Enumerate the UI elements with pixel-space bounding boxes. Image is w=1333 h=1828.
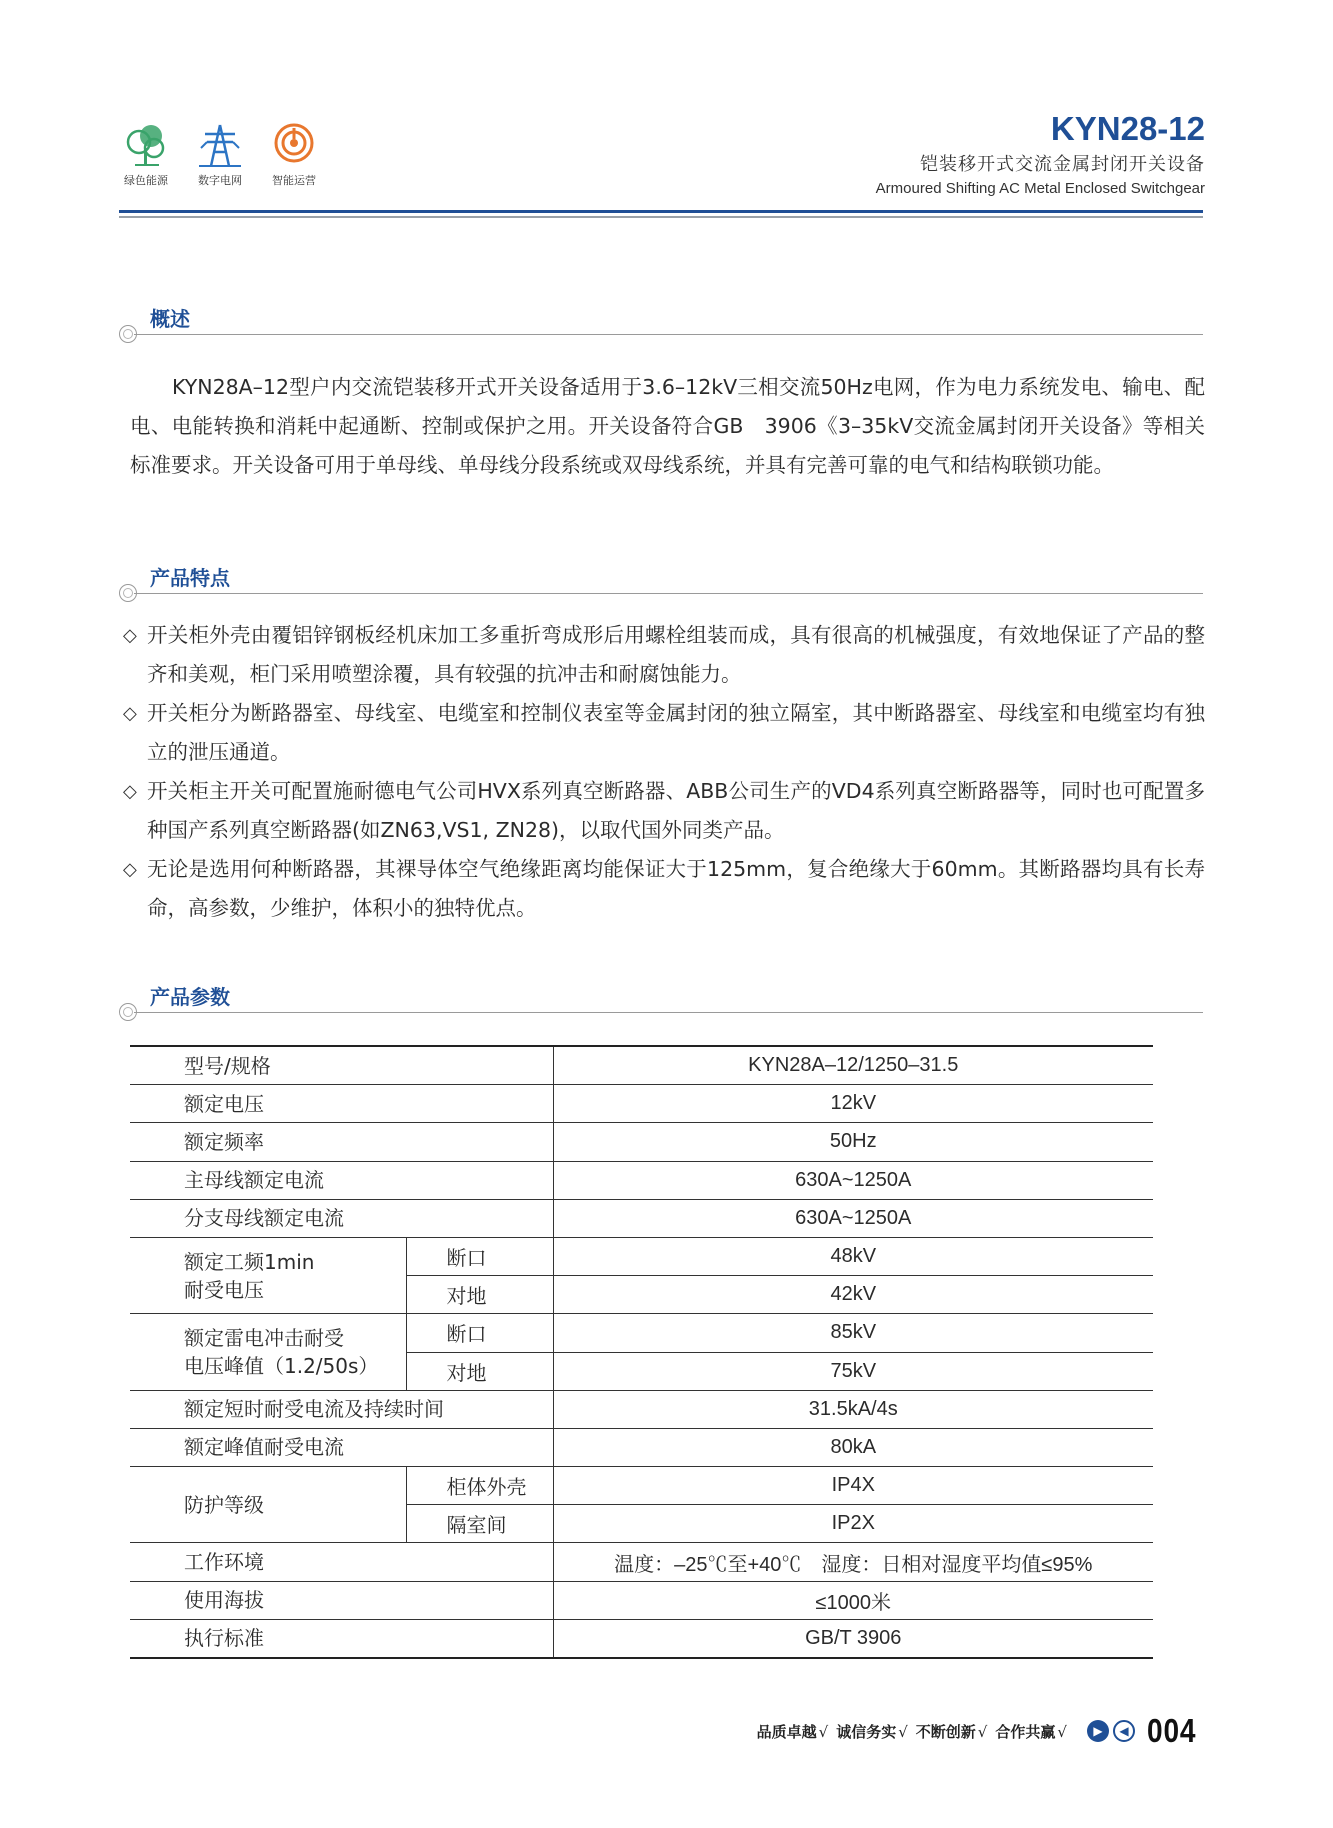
param-label: 工作环境 (130, 1543, 553, 1581)
param-sublabel: 断口 (406, 1237, 553, 1275)
param-value: IP2X (553, 1505, 1153, 1543)
check-icon: √ (818, 1722, 829, 1741)
prev-page-icon[interactable]: ◀ (1113, 1720, 1135, 1742)
param-value: IP4X (553, 1467, 1153, 1505)
param-value: ≤1000米 (553, 1581, 1153, 1619)
slogan: 合作共赢 √ (995, 1722, 1067, 1741)
parameter-table (130, 1045, 1153, 1659)
footer (757, 1712, 1205, 1750)
table-row (130, 1046, 1153, 1085)
param-value: 温度：–25℃至+40℃ 湿度：日相对湿度平均值≤95% (553, 1543, 1153, 1581)
param-label: 使用海拔 (130, 1581, 553, 1619)
section-divider (134, 593, 1203, 594)
param-label: 额定峰值耐受电流 (130, 1428, 553, 1466)
diamond-bullet-icon: ◇ (123, 703, 137, 724)
feature-item: ◇ 无论是选用何种断路器，其裸导体空气绝缘距离均能保证大于125mm，复合绝缘大于60mm。其断路器均具有长寿命，高参数，少维护，体积小的独特优点。 (123, 850, 1205, 928)
table-row (130, 1581, 1153, 1619)
param-value: KYN28A–12/1250–31.5 (553, 1046, 1153, 1085)
logo-label: 智能运营 (272, 174, 316, 187)
param-label: 额定雷电冲击耐受 电压峰值（1.2/50s） (130, 1314, 406, 1390)
param-value: 50Hz (553, 1123, 1153, 1161)
overview-text: KYN28A–12型户内交流铠装移开式开关设备适用于3.6–12kV三相交流50Hz电网，作为电力系统发电、输电、配电、电能转换和消耗中起通断、控制或保护之用。开关设备符合GB 3906《3–35kV交流金属封闭开关设备》等相关标准要求。开关设备可用于单母线、单母线分段系统或双母线系统，并具有完善可靠的电气和结构联锁功能。 (130, 375, 1205, 477)
param-label: 额定频率 (130, 1123, 553, 1161)
param-sublabel: 对地 (406, 1276, 553, 1314)
logo-digital-grid (191, 122, 249, 188)
param-label: 额定短时耐受电流及持续时间 (130, 1390, 553, 1428)
check-icon: √ (977, 1722, 988, 1741)
param-label: 额定电压 (130, 1085, 553, 1123)
header-rule-blue (119, 210, 1203, 213)
next-page-icon[interactable]: ▶ (1087, 1720, 1109, 1742)
param-label: 分支母线额定电流 (130, 1199, 553, 1237)
table-row (130, 1314, 1153, 1352)
param-label: 执行标准 (130, 1619, 553, 1658)
table-row (130, 1085, 1153, 1123)
table-row (130, 1199, 1153, 1237)
table-row (130, 1123, 1153, 1161)
footer-slogans (757, 1721, 1073, 1742)
slogan: 诚信务实 √ (836, 1722, 908, 1741)
overview-title: 概述 (150, 307, 190, 331)
chinese-subtitle: 铠装移开式交流金属封闭开关设备 (920, 154, 1205, 175)
product-model: KYN28-12 (1050, 110, 1205, 147)
feature-item: ◇ 开关柜外壳由覆铝锌钢板经机床加工多重折弯成形后用螺栓组装而成，具有很高的机械强度，有效地保证了产品的整齐和美观，柜门采用喷塑涂覆，具有较强的抗冲击和耐腐蚀能力。 (123, 616, 1205, 694)
english-subtitle: Armoured Shifting AC Metal Enclosed Switchgear (875, 180, 1205, 197)
param-value: 42kV (553, 1276, 1153, 1314)
param-label: 型号/规格 (130, 1046, 553, 1085)
params-title: 产品参数 (150, 985, 230, 1009)
logo-smart-operation (265, 122, 323, 188)
diamond-bullet-icon: ◇ (123, 781, 137, 802)
slogan: 不断创新 √ (915, 1722, 988, 1741)
feature-item: ◇ 开关柜主开关可配置施耐德电气公司HVX系列真空断路器、ABB公司生产的VD4系列真空断路器等，同时也可配置多种国产系列真空断路器(如ZN63,VS1, ZN28)，以取代国外同类产品。 (123, 772, 1205, 850)
table-row (130, 1237, 1153, 1275)
param-sublabel: 柜体外壳 (406, 1467, 553, 1505)
param-label: 防护等级 (130, 1467, 406, 1543)
table-row (130, 1543, 1153, 1581)
param-value: 12kV (553, 1085, 1153, 1123)
tree-icon (123, 122, 169, 168)
param-value: 80kA (553, 1428, 1153, 1466)
power-tower-icon (197, 122, 243, 168)
logo-green-energy (117, 122, 175, 188)
param-label: 额定工频1min 耐受电压 (130, 1237, 406, 1313)
check-icon: √ (898, 1722, 908, 1741)
section-divider (134, 334, 1203, 335)
table-row (130, 1467, 1153, 1505)
table-row (130, 1619, 1153, 1658)
param-value: 48kV (553, 1237, 1153, 1275)
page-nav (1087, 1720, 1135, 1742)
slogan: 品质卓越 √ (756, 1722, 829, 1741)
check-icon: √ (1057, 1722, 1067, 1741)
param-value: 630A~1250A (553, 1161, 1153, 1199)
features-title: 产品特点 (150, 566, 230, 590)
diamond-bullet-icon: ◇ (123, 625, 137, 646)
table-row (130, 1390, 1153, 1428)
logo-label: 绿色能源 (124, 174, 168, 187)
param-value: 31.5kA/4s (553, 1390, 1153, 1428)
table-row (130, 1161, 1153, 1199)
diamond-bullet-icon: ◇ (123, 859, 137, 880)
param-value: 85kV (553, 1314, 1153, 1352)
header-logos (117, 122, 323, 188)
feature-item: ◇ 开关柜分为断路器室、母线室、电缆室和控制仪表室等金属封闭的独立隔室，其中断路器室、母线室和电缆室均有独立的泄压通道。 (123, 694, 1205, 772)
param-value: GB/T 3906 (553, 1619, 1153, 1658)
param-value: 75kV (553, 1352, 1153, 1390)
header-title-block (876, 112, 1205, 197)
page-number: 004 (1146, 1712, 1197, 1749)
param-label: 主母线额定电流 (130, 1161, 553, 1199)
logo-label: 数字电网 (198, 174, 242, 187)
param-sublabel: 断口 (406, 1314, 553, 1352)
param-sublabel: 对地 (406, 1352, 553, 1390)
smart-operation-icon (271, 122, 317, 168)
table-row (130, 1428, 1153, 1466)
param-sublabel: 隔室间 (406, 1505, 553, 1543)
param-value: 630A~1250A (553, 1199, 1153, 1237)
header-rule-grey (119, 216, 1203, 218)
section-divider (134, 1012, 1203, 1013)
features-list (123, 616, 1205, 928)
